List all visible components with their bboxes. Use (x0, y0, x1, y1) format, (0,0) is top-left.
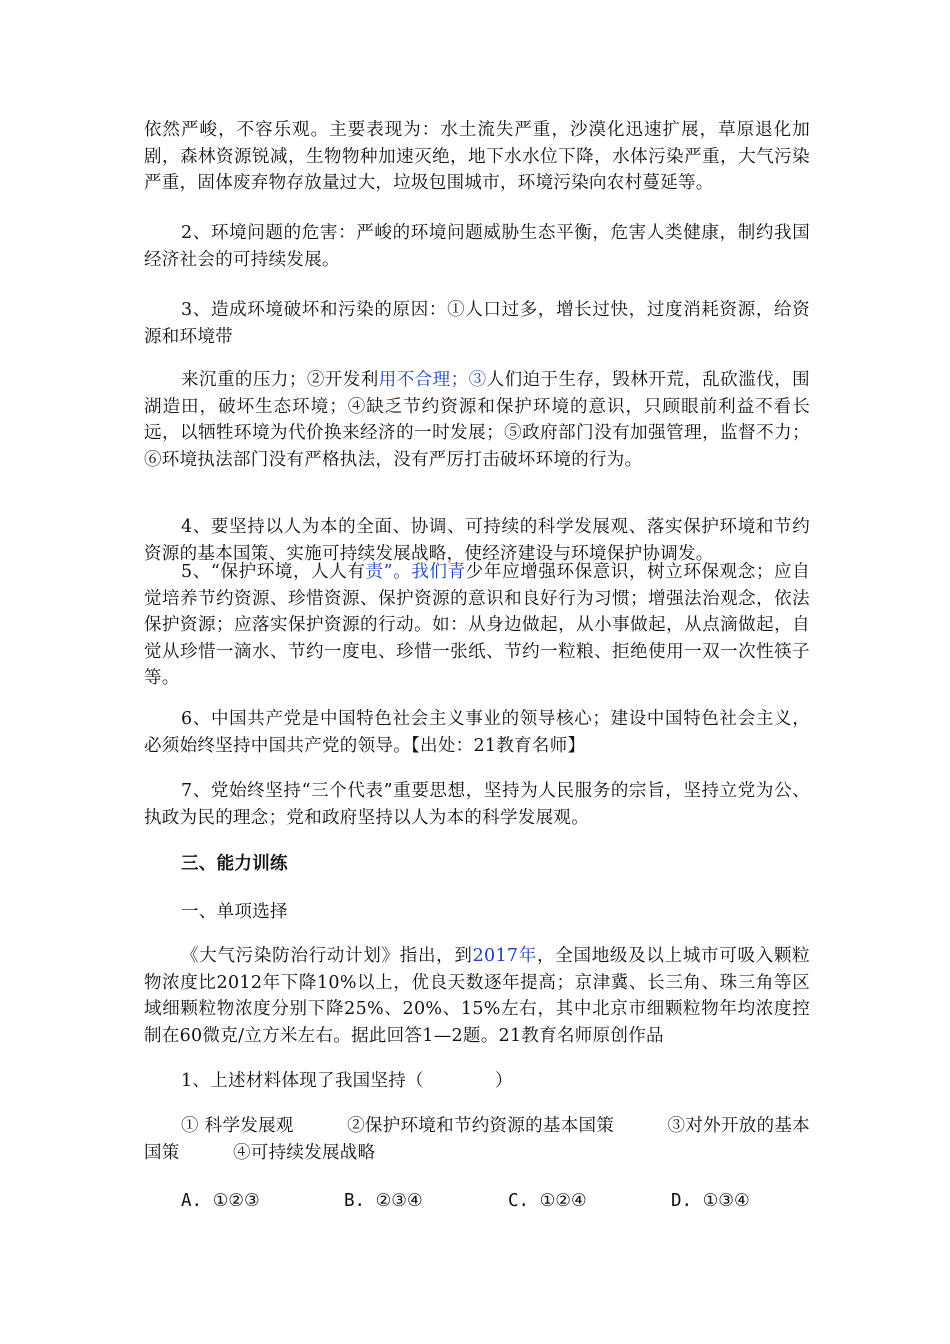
paragraph-continued: 依然严峻，不容乐观。主要表现为：水土流失严重，沙漠化迅速扩展，草原退化加剧，森林资源锐减，生物物种加速灭绝，地下水水位下降，水体污染严重，大气污染严重，固体废弃物存放量过大，垃圾包围城市，环境污染向农村蔓延等。 (144, 120, 810, 193)
paragraph-4: 4、要坚持以人为本的全面、协调、可持续的科学发展观、落实保护环境和节约资源的基本国策、实施可持续发展战略，使经济建设与环境保护协调发。 (144, 517, 810, 564)
paragraph-material (144, 943, 810, 1049)
text-run: 来沉重的压力；②开发利 (181, 370, 379, 390)
question-1: 1、上述材料体现了我国坚持（ ） (181, 1071, 513, 1091)
text-run: 少年应增强环保意识，树立环保观念；应自觉培养节约资源、珍惜资源、保护资源的意识和良好行为习惯；增强法治观念，依法保护资源；应落实保护资源的行动。如：从身边做起，从小事做起，从点滴做起，自觉从珍惜一滴水、节约一度电、珍惜一张纸、节约一粒粮、拒绝使用一双一次性筷子等。 (144, 562, 810, 688)
text-run: 《大气污染防治行动计划》指出，到 (181, 946, 473, 966)
section-heading: 三、能力训练 (181, 854, 288, 874)
paragraph-5 (144, 559, 810, 692)
question-1-items: ① 科学发展观 ②保护环境和节约资源的基本国策 ③对外开放的基本国策 ④可持续发展战略 (144, 1116, 810, 1163)
paragraph-7: 7、党始终坚持“三个代表”重要思想，坚持为人民服务的宗旨，坚持立党为公、执政为民的理念；党和政府坚持以人为本的科学发展观。 (144, 781, 810, 828)
subsection-heading: 一、单项选择 (181, 902, 288, 922)
paragraph-3: 3、造成环境破坏和污染的原因：①人口过多，增长过快，过度消耗资源，给资源和环境带 (144, 300, 810, 347)
text-run: 人们迫于生存，毁林开荒，乱砍滥伐，围湖造田，破坏生态环境；④缺乏节约资源和保护环境的意识，只顾眼前利益不看长远，以牺牲环境为代价换来经济的一时发展；⑤政府部门没有加强管理，监督不力；⑥环境执法部门没有严格执法，没有严厉打击破坏环境的行为。 (144, 370, 810, 470)
paragraph-2: 2、环境问题的危害：严峻的环境问题威胁生态平衡，危害人类健康，制约我国经济社会的可持续发展。 (144, 223, 810, 270)
option-b: B. ②③④ (344, 1191, 423, 1211)
paragraph-3-continued (144, 367, 810, 473)
highlighted-text: 2017年 (472, 946, 538, 966)
highlighted-text: 用不合理；③ (378, 370, 487, 390)
highlighted-text: 责”。我们青 (365, 562, 466, 582)
text-run: ，全国地级及以上城市可吸入颗粒物浓度比2012年下降10%以上，优良天数逐年提高；京津冀、长三角、珠三角等区域细颗粒物浓度分别下降25%、20%、15%左右，其中北京市细颗粒物年均浓度控制在60微克/立方米左右。据此回答1—2题。21教育名师原创作品 (144, 946, 810, 1046)
option-a: A. ①②③ (181, 1191, 260, 1211)
paragraph-6: 6、中国共产党是中国特色社会主义事业的领导核心；建设中国特色社会主义，必须始终坚持中国共产党的领导。【出处：21教育名师】 (144, 709, 810, 756)
text-run: 5、“保护环境，人人有 (181, 562, 366, 582)
option-d: D. ①③④ (671, 1191, 750, 1211)
option-c: C. ①②④ (508, 1191, 587, 1211)
